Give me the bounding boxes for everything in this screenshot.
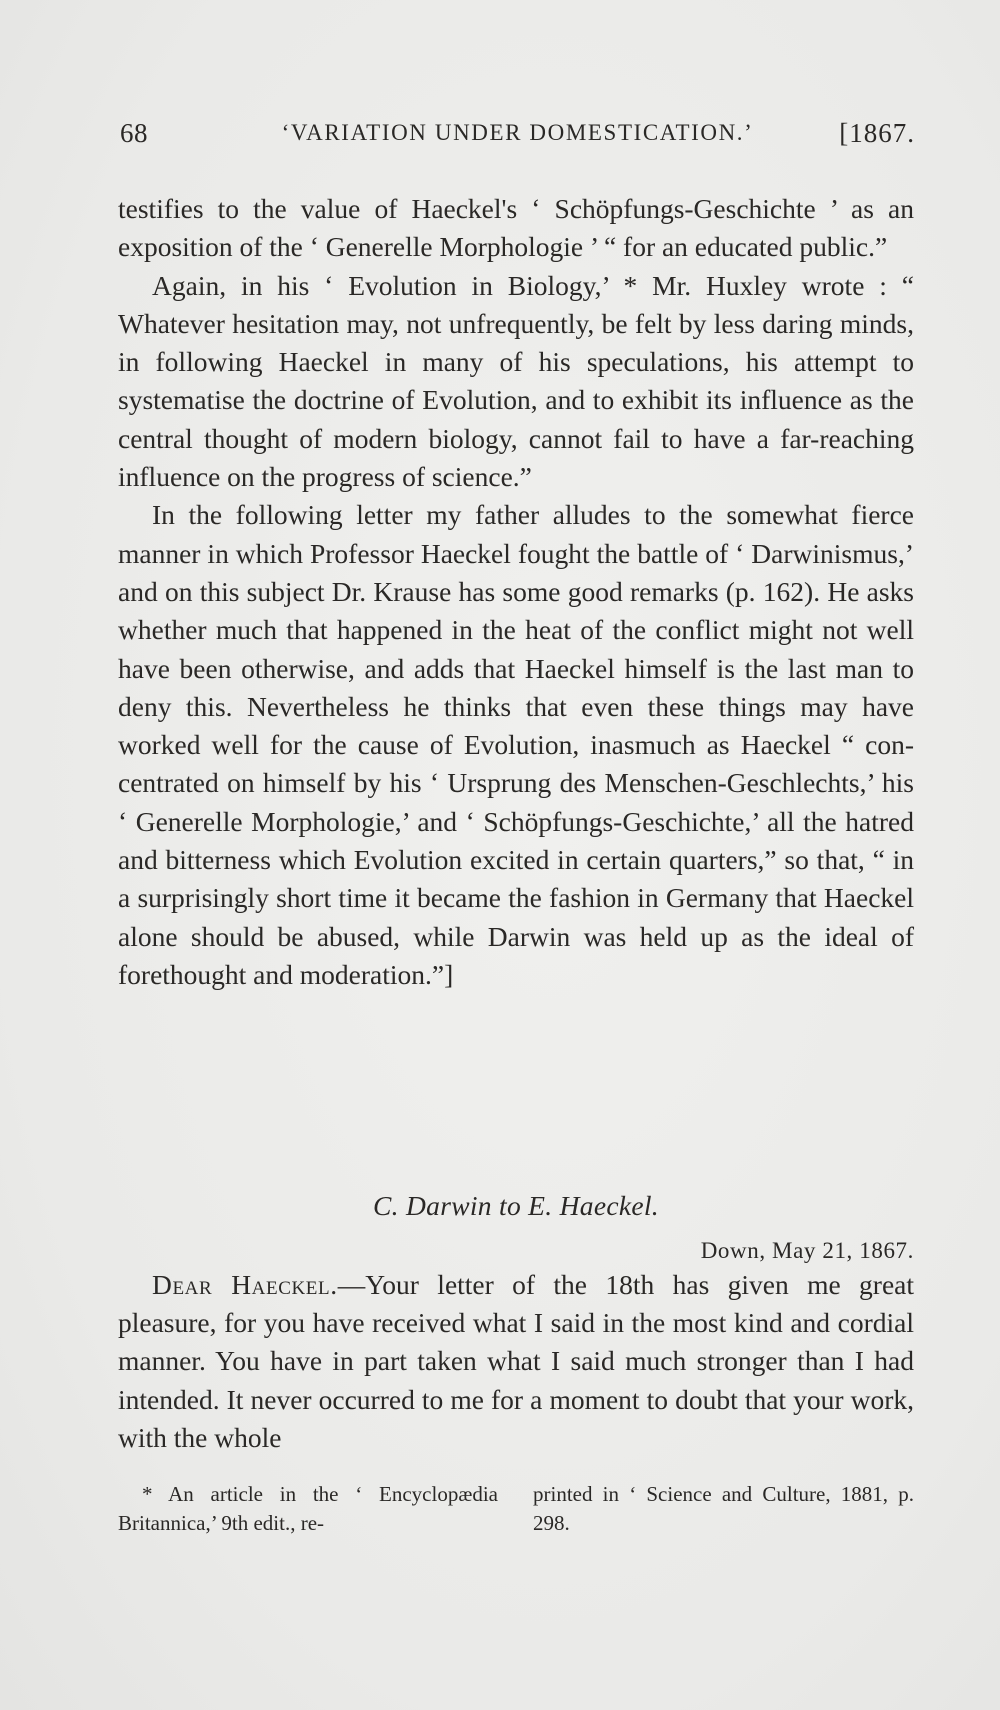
running-title: ‘VARIATION UNDER DOMESTICATION.’ [281, 120, 754, 145]
paragraph-2: Again, in his ‘ Evolution in Biology,’ * Mr. Huxley wrote : “ Whatever hesitation may, not unfrequently, be felt by less daring minds, in following Haeckel in many of his speculations, his attempt to systematise the doctrine of Evolution, and to exhibit its influence as the central thought of modern biology, cannot fail to have a far-reaching influence on the progress of science.” [118, 269, 914, 493]
letter-dateline: Down, May 21, 1867. [700, 1238, 914, 1263]
letter-body [118, 1266, 914, 1457]
letter-heading: C. Darwin to E. Haeckel. [373, 1190, 659, 1221]
header-year: [1867. [839, 118, 915, 148]
running-header [120, 118, 915, 158]
letter-salutation: Dear Haeckel. [152, 1269, 338, 1300]
paragraph-1: testifies to the value of Haeckel's ‘ Schöpfungs-Geschichte ’ as an exposition of the ‘ Generelle Morphologie ’ “ for an educated public.” [118, 193, 914, 263]
letter-paragraph [118, 1266, 914, 1457]
paragraph-3: In the following letter my father alludes to the somewhat fierce manner in which Professor Haeckel fought the battle of ‘ Darwinismus,’ and on this subject Dr. Krause has some good remarks (p. 162). He asks whether much that happened in the heat of the conflict might not well have been otherwise, and adds that Haeckel himself is the last man to deny this. Nevertheless he thinks that even these things may have worked well for the cause of Evolution, inasmuch as Haeckel “ concentrated on himself by his ‘ Ursprung des Menschen-Geschlechts,’ his ‘ Generelle Morphologie,’ and ‘ Schöpfungs-Geschichte,’ all the hatred and bitterness which Evolution excited in certain quarters,” so that, “ in a surprisingly short time it became the fashion in Germany that Haeckel alone should be abused, while Darwin was held up as the ideal of forethought and moderation.”] [118, 499, 914, 990]
footnote-column-2: printed in ‘ Science and Culture, 1881, p. 298. [533, 1482, 914, 1535]
footnote-column-1: * An article in the ‘ Encyclopædia Britannica,’ 9th edit., re- [118, 1482, 498, 1535]
letter-text: —Your letter of the 18th has given me great pleasure, for you have received what I said in the most kind and cordial manner. You have in part taken what I said much stronger than I had intended. It never occurred to me for a moment to doubt that your work, with the whole [118, 1269, 914, 1453]
main-text [118, 190, 914, 994]
page-number: 68 [120, 118, 148, 148]
